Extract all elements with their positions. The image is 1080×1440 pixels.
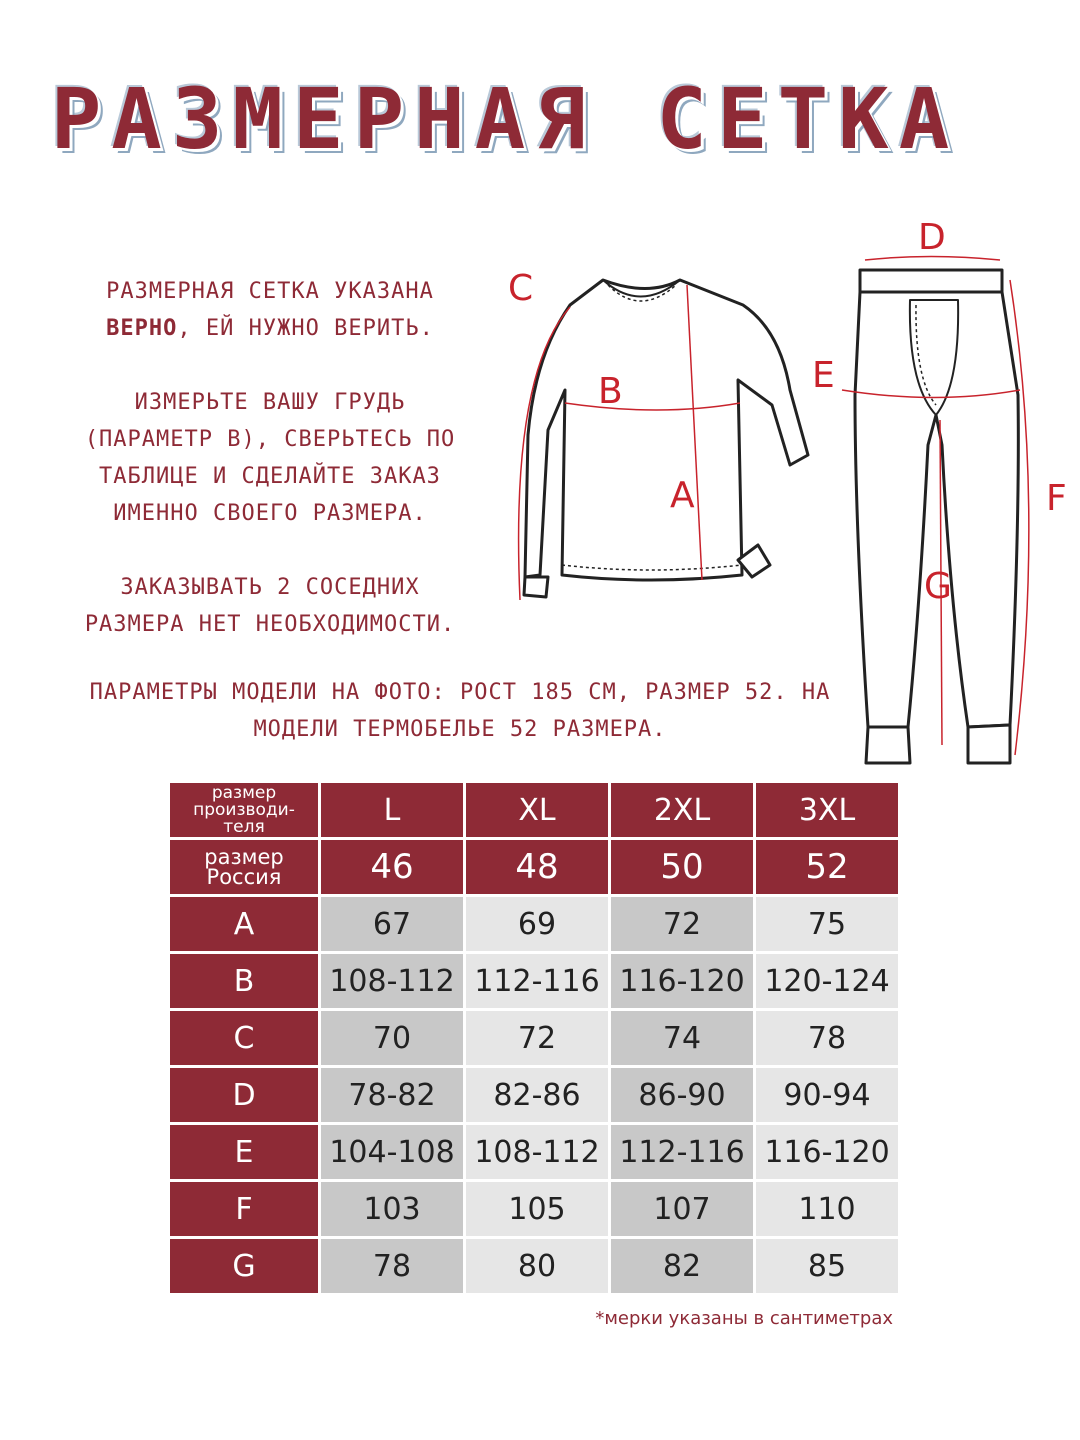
value-cell: 72 [466, 1011, 608, 1065]
russia-size-cell: 50 [611, 840, 753, 894]
row-label: D [170, 1068, 318, 1122]
garment-diagram [490, 205, 1080, 775]
value-cell: 80 [466, 1239, 608, 1293]
info-line: ИЗМЕРЬТЕ ВАШУ ГРУДЬ [134, 390, 406, 415]
value-cell: 82-86 [466, 1068, 608, 1122]
info-bold: ВЕРНО [106, 316, 178, 341]
russia-size-cell: 52 [756, 840, 898, 894]
value-cell: 103 [321, 1182, 463, 1236]
measure-label-a: A [670, 475, 695, 516]
row-label: A [170, 897, 318, 951]
table-row [170, 1182, 898, 1236]
table-row [170, 783, 898, 837]
value-cell: 90-94 [756, 1068, 898, 1122]
russia-size-cell: 46 [321, 840, 463, 894]
footnote: *мерки указаны в сантиметрах [595, 1308, 893, 1329]
info-line: ИМЕННО СВОЕГО РАЗМЕРА. [113, 501, 427, 526]
info-text [30, 273, 510, 643]
row-label: G [170, 1239, 318, 1293]
table-row [170, 1011, 898, 1065]
info-line: РАЗМЕРА НЕТ НЕОБХОДИМОСТИ. [84, 612, 456, 637]
value-cell: 107 [611, 1182, 753, 1236]
size-cell: 2XL [611, 783, 753, 837]
page-title: РАЗМЕРНАЯ СЕТКА [50, 70, 960, 168]
table-row [170, 1239, 898, 1293]
value-cell: 78 [756, 1011, 898, 1065]
row-label: B [170, 954, 318, 1008]
size-cell: XL [466, 783, 608, 837]
value-cell: 105 [466, 1182, 608, 1236]
shirt-illustration [524, 280, 808, 597]
value-cell: 116-120 [756, 1125, 898, 1179]
value-cell: 72 [611, 897, 753, 951]
value-cell: 69 [466, 897, 608, 951]
measure-label-f: F [1046, 478, 1067, 519]
value-cell: 78 [321, 1239, 463, 1293]
value-cell: 75 [756, 897, 898, 951]
table-row [170, 1068, 898, 1122]
measure-label-e: E [812, 355, 835, 396]
table-row [170, 1125, 898, 1179]
header-line: теля [223, 816, 265, 837]
value-cell: 104-108 [321, 1125, 463, 1179]
table-row [170, 840, 898, 894]
value-cell: 112-116 [611, 1125, 753, 1179]
measure-label-d: D [918, 217, 946, 258]
value-cell: 85 [756, 1239, 898, 1293]
value-cell: 120-124 [756, 954, 898, 1008]
russia-size-header [170, 840, 318, 894]
size-cell: 3XL [756, 783, 898, 837]
measure-label-g: G [924, 566, 952, 607]
info-line: ТАБЛИЦЕ И СДЕЛАЙТЕ ЗАКАЗ [99, 464, 441, 489]
value-cell: 70 [321, 1011, 463, 1065]
info-line: (ПАРАМЕТР B), СВЕРЬТЕСЬ ПО [84, 427, 456, 452]
row-label: C [170, 1011, 318, 1065]
info-line: ЗАКАЗЫВАТЬ 2 СОСЕДНИХ [120, 575, 420, 600]
value-cell: 108-112 [321, 954, 463, 1008]
value-cell: 112-116 [466, 954, 608, 1008]
pants-illustration [855, 270, 1018, 763]
value-cell: 74 [611, 1011, 753, 1065]
info-line: РАЗМЕРНАЯ СЕТКА УКАЗАНА [106, 279, 434, 304]
table-row [170, 954, 898, 1008]
row-label: F [170, 1182, 318, 1236]
value-cell: 116-120 [611, 954, 753, 1008]
header-line: Россия [206, 865, 282, 889]
value-cell: 82 [611, 1239, 753, 1293]
info-line [30, 310, 510, 347]
size-cell: L [321, 783, 463, 837]
value-cell: 110 [756, 1182, 898, 1236]
value-cell: 78-82 [321, 1068, 463, 1122]
measure-label-b: B [598, 371, 623, 412]
params-line: МОДЕЛИ ТЕРМОБЕЛЬЕ 52 РАЗМЕРА. [253, 717, 667, 742]
russia-size-cell: 48 [466, 840, 608, 894]
row-label: E [170, 1125, 318, 1179]
info-line-rest: , ЕЙ НУЖНО ВЕРИТЬ. [177, 316, 434, 341]
value-cell: 67 [321, 897, 463, 951]
measure-label-c: C [508, 268, 534, 309]
value-cell: 108-112 [466, 1125, 608, 1179]
header-line: производи- [193, 799, 295, 820]
size-table [167, 780, 901, 1296]
table-row [170, 897, 898, 951]
header-line: размер [204, 845, 284, 869]
value-cell: 86-90 [611, 1068, 753, 1122]
manufacturer-size-header [170, 783, 318, 837]
params-line: ПАРАМЕТРЫ МОДЕЛИ НА ФОТО: РОСТ 185 СМ, РАЗМЕР 52. НА [89, 680, 831, 705]
header-line: размер [211, 782, 277, 803]
